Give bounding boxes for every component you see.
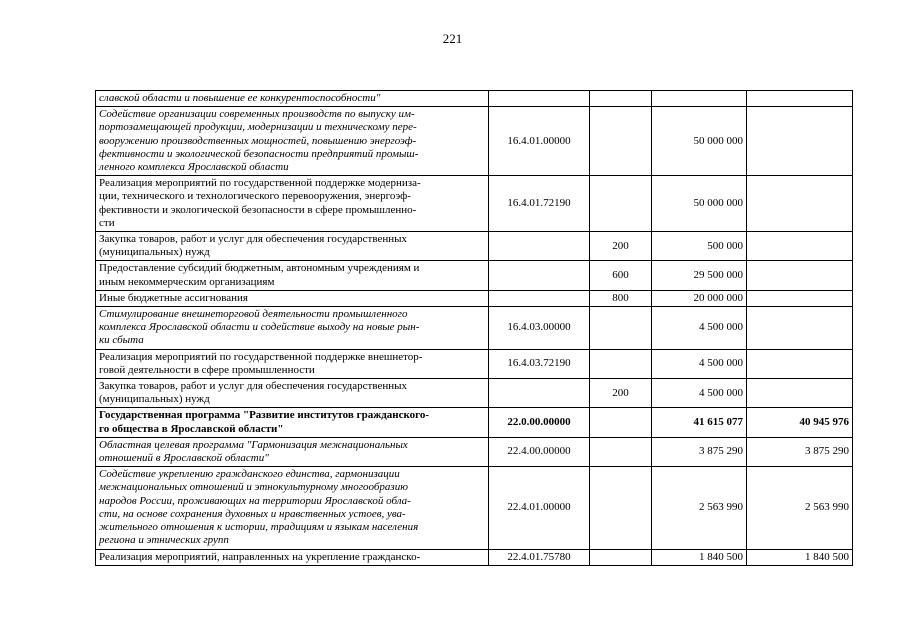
row-name-line: портозамещающей продукции, модернизации и техническому пере- xyxy=(99,121,417,134)
code-cell xyxy=(489,290,590,306)
row-name-line: говой деятельности в сфере промышленности xyxy=(99,363,315,376)
row-name-line: Предоставление субсидий бюджетным, автономным учреждениям и xyxy=(99,262,420,275)
table-row xyxy=(96,176,853,232)
row-name-line: Содействие организации современных производств по выпуску им- xyxy=(99,108,415,121)
row-name-line: региона и этнических групп xyxy=(99,534,229,547)
row-name-line: Областная целевая программа "Гармонизация межнациональных xyxy=(99,438,408,451)
row-name-line: Стимулирование внешнеторговой деятельности промышленного xyxy=(99,308,408,321)
amount-1-cell: 3 875 290 xyxy=(652,437,747,466)
code-cell xyxy=(489,379,590,408)
row-name-line: Закупка товаров, работ и услуг для обеспечения государственных xyxy=(99,233,408,246)
amount-2-cell: 2 563 990 xyxy=(747,467,853,549)
amount-1-cell: 500 000 xyxy=(652,232,747,261)
row-name-line: Реализация мероприятий по государственной поддержке внешнетор- xyxy=(99,350,423,363)
row-name-cell xyxy=(96,107,489,176)
row-name-line: (муниципальных) нужд xyxy=(99,393,210,406)
row-name-line: Содействие укреплению гражданского единства, гармонизации xyxy=(99,468,400,481)
row-name-line: фективности и экологической безопасности предприятий промыш- xyxy=(99,147,419,160)
amount-1-cell: 4 500 000 xyxy=(652,349,747,378)
amount-1-cell: 4 500 000 xyxy=(652,379,747,408)
amount-2-cell xyxy=(747,290,853,306)
amount-2-cell: 40 945 976 xyxy=(747,408,853,437)
table-row xyxy=(96,379,853,408)
row-name-line: Реализация мероприятий, направленных на укрепление гражданско- xyxy=(99,550,421,563)
amount-1-cell: 20 000 000 xyxy=(652,290,747,306)
row-name-cell xyxy=(96,176,489,232)
code-cell: 22.4.01.75780 xyxy=(489,549,590,565)
expense-type-cell xyxy=(590,307,652,350)
code-cell: 22.0.00.00000 xyxy=(489,408,590,437)
table-row xyxy=(96,437,853,466)
amount-2-cell xyxy=(747,379,853,408)
code-cell: 22.4.00.00000 xyxy=(489,437,590,466)
expense-type-cell: 200 xyxy=(590,232,652,261)
expense-type-cell xyxy=(590,467,652,549)
row-name-line: вооружению производственных мощностей, повышению энергоэф- xyxy=(99,134,417,147)
row-name-line: Реализация мероприятий по государственной поддержке модерниза- xyxy=(99,177,421,190)
row-name-line: Закупка товаров, работ и услуг для обеспечения государственных xyxy=(99,380,408,393)
table-row xyxy=(96,549,853,565)
code-cell xyxy=(489,91,590,107)
amount-1-cell: 50 000 000 xyxy=(652,176,747,232)
amount-2-cell: 1 840 500 xyxy=(747,549,853,565)
row-name-cell xyxy=(96,349,489,378)
code-cell xyxy=(489,232,590,261)
row-name-cell xyxy=(96,467,489,549)
code-cell: 16.4.01.72190 xyxy=(489,176,590,232)
row-name-line: комплекса Ярославской области и содействие выходу на новые рын- xyxy=(99,321,420,334)
table-row xyxy=(96,307,853,350)
expense-type-cell xyxy=(590,107,652,176)
row-name-line: сти, на основе сохранения духовных и нравственных устоев, ува- xyxy=(99,507,406,520)
code-cell xyxy=(489,261,590,290)
amount-2-cell xyxy=(747,307,853,350)
expense-type-cell xyxy=(590,437,652,466)
row-name-line: отношений в Ярославской области" xyxy=(99,452,269,465)
table-row xyxy=(96,290,853,306)
code-cell: 22.4.01.00000 xyxy=(489,467,590,549)
expense-type-cell xyxy=(590,408,652,437)
amount-2-cell xyxy=(747,107,853,176)
row-name-line: народов России, проживающих на территории Ярославской обла- xyxy=(99,494,411,507)
row-name-cell xyxy=(96,437,489,466)
amount-2-cell xyxy=(747,91,853,107)
row-name-cell xyxy=(96,379,489,408)
row-name-line: славской области и повышение ее конкурентоспособности" xyxy=(99,92,381,104)
row-name-line: ленного комплекса Ярославской области xyxy=(99,161,289,174)
expense-type-cell xyxy=(590,91,652,107)
row-name-cell xyxy=(96,307,489,350)
row-name-line: Государственная программа "Развитие институтов гражданского- xyxy=(99,409,430,422)
amount-1-cell: 41 615 077 xyxy=(652,408,747,437)
expense-type-cell: 600 xyxy=(590,261,652,290)
code-cell: 16.4.01.00000 xyxy=(489,107,590,176)
row-name-line: ции, технического и технологического перевооружения, энергоэф- xyxy=(99,190,411,203)
amount-2-cell xyxy=(747,232,853,261)
row-name-line: жительного отношения к истории, традициям и языкам населения xyxy=(99,521,419,534)
row-name-cell xyxy=(96,91,489,107)
row-name-line: Иные бюджетные ассигнования xyxy=(99,291,248,304)
row-name-line: межнациональных отношений и этнокультурному многообразию xyxy=(99,481,408,494)
table-row xyxy=(96,91,853,107)
amount-1-cell: 4 500 000 xyxy=(652,307,747,350)
code-cell: 16.4.03.72190 xyxy=(489,349,590,378)
table-row xyxy=(96,349,853,378)
amount-2-cell: 3 875 290 xyxy=(747,437,853,466)
row-name-line: фективности и экологической безопасности в сфере промышленно- xyxy=(99,203,417,216)
code-cell: 16.4.03.00000 xyxy=(489,307,590,350)
row-name-cell xyxy=(96,549,489,565)
expense-type-cell xyxy=(590,349,652,378)
row-name-cell xyxy=(96,408,489,437)
amount-2-cell xyxy=(747,261,853,290)
row-name-line: сти xyxy=(99,216,115,229)
row-name-cell xyxy=(96,261,489,290)
expense-type-cell xyxy=(590,549,652,565)
table-row xyxy=(96,107,853,176)
row-name-cell xyxy=(96,232,489,261)
amount-1-cell: 1 840 500 xyxy=(652,549,747,565)
table-row xyxy=(96,232,853,261)
expense-type-cell xyxy=(590,176,652,232)
table-row xyxy=(96,261,853,290)
row-name-cell xyxy=(96,290,489,306)
amount-2-cell xyxy=(747,176,853,232)
row-name-line: го общества в Ярославской области" xyxy=(99,422,284,435)
row-name-line: ки сбыта xyxy=(99,334,144,347)
amount-1-cell: 2 563 990 xyxy=(652,467,747,549)
page-number: 221 xyxy=(442,31,463,46)
amount-1-cell xyxy=(652,91,747,107)
amount-1-cell: 29 500 000 xyxy=(652,261,747,290)
budget-table xyxy=(95,90,853,566)
amount-2-cell xyxy=(747,349,853,378)
table-row xyxy=(96,408,853,437)
expense-type-cell: 800 xyxy=(590,290,652,306)
table-row xyxy=(96,467,853,549)
row-name-line: иным некоммерческим организациям xyxy=(99,275,275,288)
expense-type-cell: 200 xyxy=(590,379,652,408)
amount-1-cell: 50 000 000 xyxy=(652,107,747,176)
row-name-line: (муниципальных) нужд xyxy=(99,246,210,259)
